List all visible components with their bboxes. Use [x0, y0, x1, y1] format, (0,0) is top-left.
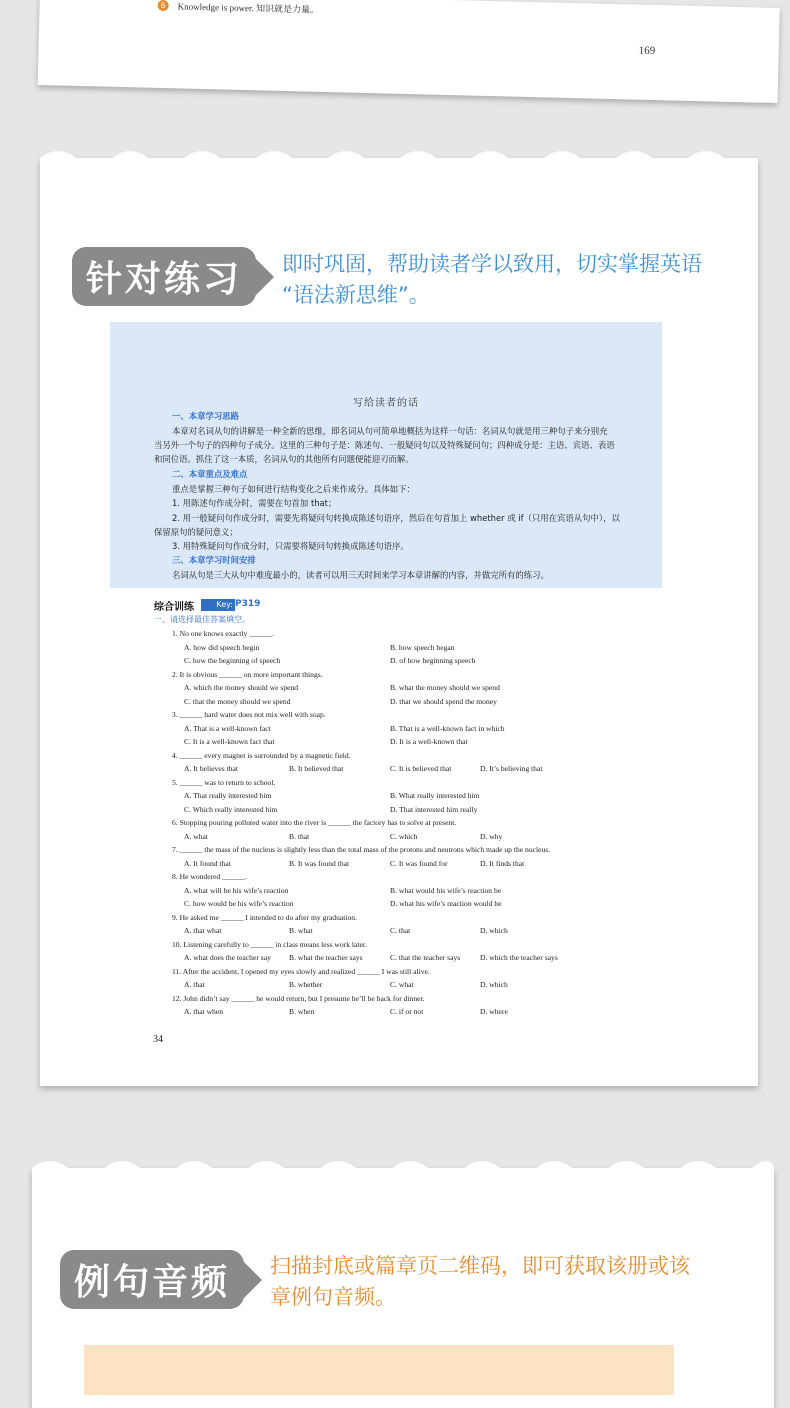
p2-line: 保留原句的疑问意义；	[154, 527, 238, 537]
key-page: P319	[235, 599, 261, 609]
option-b: B. whether	[289, 980, 323, 989]
practice-desc-line2: “语法新思维”。	[282, 283, 430, 307]
option-a: A. It found that	[184, 858, 231, 868]
option-c: C. if or not	[390, 1007, 424, 1016]
exercise-instruction: 一、请选择最佳答案填空。	[154, 615, 250, 624]
option-d: D. It finds that	[480, 858, 525, 868]
heading-2: 二、本章重点及难点	[172, 469, 248, 479]
heading-3: 三、本章学习时间安排	[172, 555, 256, 565]
footer-quote: Knowledge is power. 知识就是力量。	[177, 1, 320, 15]
bullet-number-icon: 6	[158, 0, 169, 11]
practice-desc-line1: 即时巩固，帮助读者学以致用，切实掌握英语	[282, 252, 702, 276]
option-c: C. that the teacher says	[390, 953, 461, 962]
option-b: B. what would his wife’s reaction be	[390, 885, 502, 895]
p3-line: 名词从句是三大从句中难度最小的，读者可以用三天时间来学习本章讲解的内容，并做完所有的练习。	[172, 570, 549, 580]
audio-badge: 例句音频	[60, 1250, 244, 1309]
option-d: D. which the teacher says	[480, 953, 558, 962]
p2-line: 2. 用一般疑问句作成分时，需要先将疑问句转换成陈述句语序，然后在句首加上 whether 或 if（只用在宾语从句中），以	[172, 513, 620, 523]
exercise-title: 综合训练	[154, 602, 194, 613]
p1-line: 当另外一个句子的四种句子成分。这里的三种句子是：陈述句、一般疑问句以及特殊疑问句；四种成分是：主语、宾语、表语	[154, 440, 615, 450]
option-b: B. that	[289, 831, 310, 841]
option-a: A. how did speech begin	[184, 642, 260, 652]
p2-line: 3. 用特殊疑问句作成分时，只需要将疑问句转换成陈述句语序。	[172, 541, 409, 551]
p2-line: 重点是掌握三种句子如何进行结构变化之后来作成分。具体如下：	[172, 484, 415, 494]
option-c: C. that the money should we spend	[184, 696, 291, 706]
practice-badge: 针对练习	[72, 247, 256, 306]
option-a: A. which the money should we spend	[184, 683, 299, 692]
option-c: C. It is believed that	[390, 764, 452, 773]
p1-line: 和同位语。抓住了这一本质，名词从句的其他所有问题便能迎刃而解。	[154, 454, 414, 464]
audio-desc-line2: 章例句音频。	[270, 1285, 396, 1309]
option-b: B. how speech began	[390, 642, 455, 652]
page-number-34: 34	[153, 1034, 163, 1045]
option-b: B. what the teacher says	[289, 953, 363, 962]
question-stem: 9. He asked me ______ I intended to do after my graduation.	[172, 912, 357, 922]
question-stem: 2. It is obvious ______ on more important things.	[172, 669, 323, 679]
option-d: D. why	[480, 831, 503, 841]
option-c: C. how the beginning of speech	[184, 656, 281, 665]
question-stem: 3. ______ hard water does not mix well with soap.	[172, 710, 326, 719]
question-stem: 10. Listening carefully to ______ in class means less work later.	[172, 939, 367, 949]
option-c: C. that	[390, 926, 411, 935]
option-d: D. That interested him really	[390, 804, 478, 814]
torn-edge	[32, 1154, 774, 1182]
p1-line: 本章对名词从句的讲解是一种全新的思维，即名词从句可简单地概括为这样一句话：名词从句就是用三种句子来分别充	[172, 426, 608, 436]
reader-note-box	[110, 322, 662, 588]
question-stem: 8. He wondered ______.	[172, 872, 247, 881]
option-a: A. That really interested him	[184, 791, 272, 800]
torn-edge	[40, 144, 758, 172]
option-c: C. It is a well-known fact that	[184, 737, 275, 746]
option-c: C. It was found for	[390, 858, 448, 868]
option-a: A. that	[184, 980, 205, 989]
question-stem: 12. John didn’t say ______ he would return, but I presume he’ll be back for dinner.	[172, 993, 425, 1003]
option-d: D. It’s believing that	[480, 764, 543, 773]
option-d: D. which	[480, 926, 508, 935]
option-b: B. when	[289, 1007, 315, 1016]
option-a: A. what will be his wife’s reaction	[184, 885, 289, 895]
option-a: A. That is a well-known fact	[184, 723, 271, 733]
option-a: A. that when	[184, 1007, 224, 1016]
option-d: D. of how beginning speech	[390, 656, 476, 665]
key-label: Key:	[201, 599, 235, 611]
option-d: D. that we should spend the money	[390, 696, 497, 706]
option-b: B. It was found that	[289, 858, 350, 868]
option-b: B. It believed that	[289, 764, 344, 773]
option-c: C. Which really interested him	[184, 804, 278, 814]
option-b: B. what	[289, 926, 313, 935]
option-a: A. what does the teacher say	[184, 953, 271, 962]
practice-description	[282, 249, 702, 311]
option-c: C. how would be his wife’s reaction	[184, 899, 294, 908]
option-b: B. what the money should we spend	[390, 683, 500, 692]
option-a: A. It believes that	[184, 764, 238, 773]
question-stem: 7. ______ the mass of the nucleus is slightly less than the total mass of the protons and neutrons which made up the nucleus.	[172, 845, 551, 854]
option-a: A. that what	[184, 926, 222, 935]
audio-description	[270, 1251, 690, 1313]
option-b: B. What really interested him	[390, 791, 480, 800]
option-b: B. That is a well-known fact in which	[390, 723, 505, 733]
option-c: C. which	[390, 831, 418, 841]
audio-desc-line1: 扫描封底或篇章页二维码，即可获取该册或该	[270, 1254, 690, 1278]
option-c: C. what	[390, 980, 414, 989]
question-stem: 6. Stopping pouring polluted water into the river is ______ the factory has to solve at present.	[172, 818, 457, 827]
heading-1: 一、本章学习思路	[172, 411, 239, 421]
reader-note-title: 写给读者的话	[353, 398, 419, 409]
option-d: D. which	[480, 980, 508, 989]
question-stem: 11. After the accident, I opened my eyes slowly and realized ______ I was still alive.	[172, 966, 430, 976]
top-page-fragment	[38, 0, 780, 103]
question-stem: 4. ______ every magnet is surrounded by a magnetic field.	[172, 750, 351, 760]
option-a: A. what	[184, 831, 209, 841]
question-stem: 5. ______ was to return to school.	[172, 777, 276, 787]
page-number: 169	[638, 44, 656, 58]
p2-line: 1. 用陈述句作成分时，需要在句首加 that；	[172, 498, 337, 508]
option-d: D. It is a well-known that	[390, 737, 468, 746]
question-stem: 1. No one knows exactly ______.	[172, 629, 274, 638]
option-d: D. what his wife’s reaction would be	[390, 899, 502, 908]
audio-preview-box	[84, 1345, 674, 1395]
option-d: D. where	[480, 1007, 508, 1016]
